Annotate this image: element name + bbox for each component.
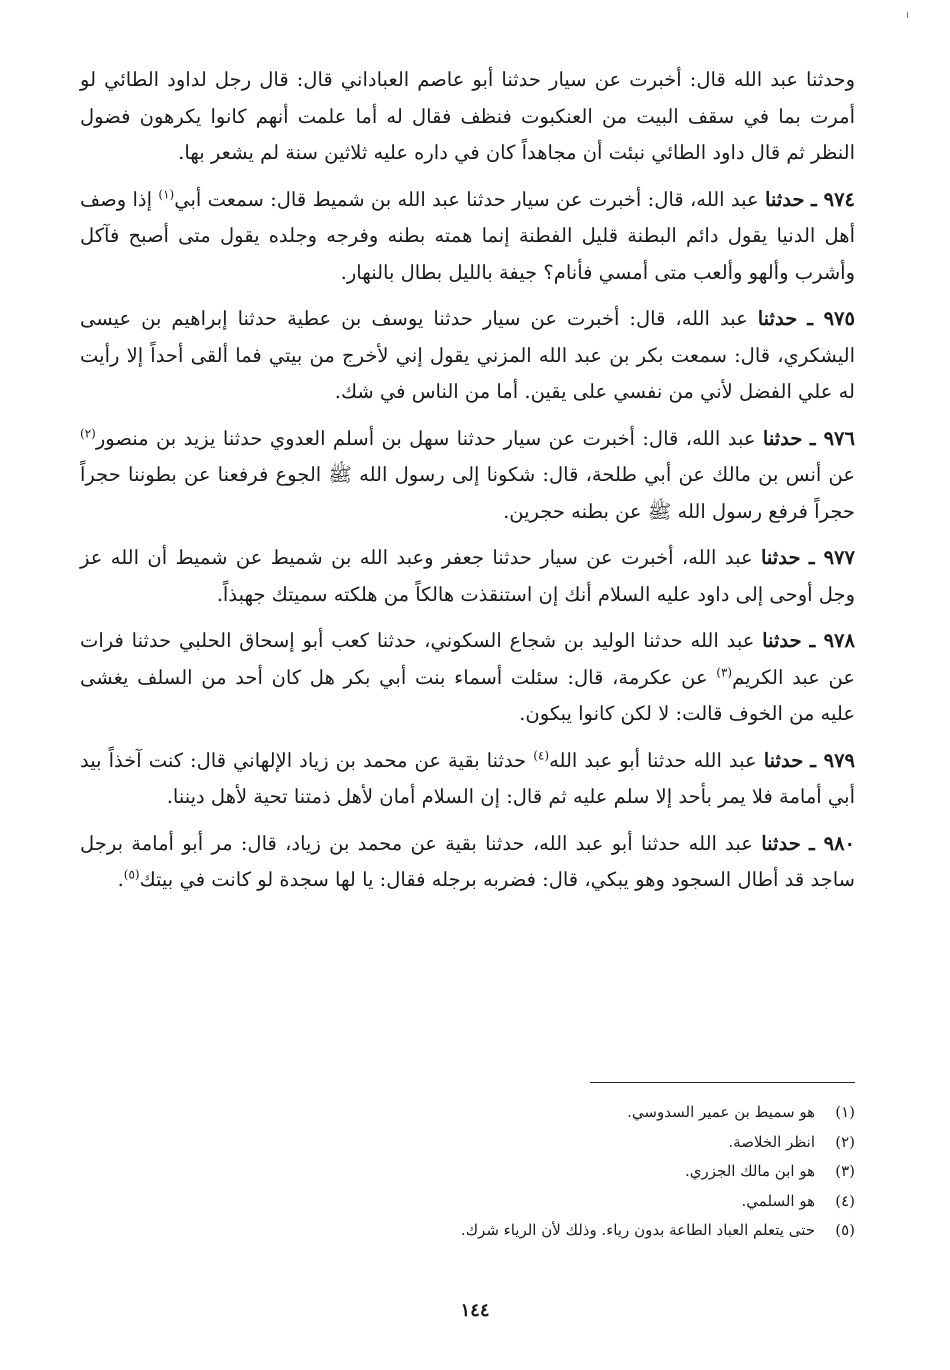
footnote-item [80,1187,855,1217]
hadith-number: ٩٧٧ ـ [808,546,855,569]
paragraph-text: عبد الله حدثنا أبو عبد الله [549,748,757,772]
paragraph-text: وحدثنا عبد الله قال: أخبرت عن سيار حدثنا أبو عاصم العباداني قال: قال رجل لداود الطائي لو أمرت بما في سقف البيت من العنكبوت فنظف فقال له أما علمت أنهم كانوا يكرهون فضول النظر ثم قال داود الطائي نبئت أن مجاهداً كان في داره عليه ثلاثين سنة لم يشعر بها. [80,68,855,164]
footnote-mark: (١) [835,1103,855,1121]
footnote-item [80,1128,855,1158]
footnote-mark: (٢) [835,1132,855,1151]
footnote-mark: (٣) [835,1162,855,1180]
hadith-lead-word: حدثنا [762,629,802,652]
paragraph-text: عبد الله، أخبرت عن سيار حدثنا جعفر وعبد الله بن شميط عن شميط أن الله عز وجل أوحى إلى داود عليه السلام أنك إن استنقذت هالكاً من هلكته سميتك جهبذاً. [80,546,855,606]
footnote-text: هو السلمي. [741,1191,815,1210]
hadith-lead-word: حدثنا [757,307,798,330]
page-body [80,62,855,909]
hadith-lead-word: حدثنا [765,187,805,211]
paragraph-text-cont: عن عكرمة، قال: سئلت أسماء بنت أبي بكر هل كان أحد من السلف يغشى عليه من الخوف قالت: لا لكن كانوا يبكون. [80,665,855,725]
footnote-divider [590,1082,855,1083]
hadith-number: ٩٨٠ ـ [809,831,856,855]
footnote-text: هو ابن مالك الجزري. [685,1162,815,1180]
hadith-lead-word: حدثنا [761,831,801,855]
hadith-lead-word: حدثنا [762,426,803,450]
paragraph-intro [80,62,855,172]
paragraph-text: عبد الله حدثنا أبو عبد الله، حدثنا بقية عن محمد بن زياد، قال: مر أبو أمامة برجل ساجد قد أطال السجود وهو يبكي، قال: فضربه برجله فقال: يا لها سجدة لو كانت في بيتك [80,831,855,891]
paragraph-text-cont: إذا وصف أهل الدنيا يقول دائم البطنة قليل الفطنة إنما همته بطنه وفرجه وجلده يقول متى أصبح فآكل وأشرب وألهو وألعب متى أمسي فأنام؟ جيفة بالليل بطال بالنهار. [80,187,855,284]
hadith-number: ٩٧٦ ـ [809,426,855,450]
paragraph-979 [80,743,855,816]
footnote-item [80,1216,855,1246]
footnotes [80,1098,855,1246]
paragraph-text: عبد الله، قال: أخبرت عن سيار حدثنا يوسف بن عطية حدثنا إبراهيم بن عيسى اليشكري، قال: سمعت بكر بن عبد الله المزني يقول إني لأخرج من بيتي فما ألقى أحداً إلا رأيت له علي الفضل لأني من نفسي على يقين. أما من الناس في شك. [80,307,855,403]
paragraph-text: عبد الله، قال: أخبرت عن سيار حدثنا عبد الله بن شميط قال: سمعت أبي [174,187,759,211]
paragraph-text-cont: حدثنا بقية عن محمد بن زياد الإلهاني قال: كنت آخذاً بيد أبي أمامة فلا يمر بأحد إلا سلم عليه ثم قال: إن السلام أمان لأهل ذمتنا تحية لأهل ديننا. [80,748,855,808]
paragraph-980 [80,826,855,899]
paragraph-text: عبد الله حدثنا الوليد بن شجاع السكوني، حدثنا كعب أبو إسحاق الحلبي حدثنا فرات عن عبد الكريم [80,629,855,689]
footnote-text: انظر الخلاصة. [728,1132,815,1151]
footnote-mark: (٤) [835,1191,855,1210]
footnote-item [80,1157,855,1187]
footnote-ref[interactable]: (٤) [533,748,550,762]
scan-edge-mark [907,12,908,18]
paragraph-text-cont: . [117,868,124,891]
footnote-ref[interactable]: (٥) [123,867,140,882]
footnote-ref[interactable]: (٣) [716,665,733,679]
footnote-text: هو سميط بن عمير السدوسي. [627,1103,815,1121]
hadith-lead-word: حدثنا [760,546,801,569]
page-number: ١٤٤ [460,1300,490,1321]
paragraph-978 [80,623,855,733]
paragraph-text-cont: عن أنس بن مالك عن أبي طلحة، قال: شكونا إلى رسول الله ﷺ الجوع فرفعنا عن بطوننا حجراً حجراً فرفع رسول الله ﷺ عن بطنه حجرين. [80,463,855,523]
footnote-ref[interactable]: (٢) [80,426,96,440]
hadith-number: ٩٧٨ ـ [809,629,855,652]
paragraph-text: عبد الله، قال: أخبرت عن سيار حدثنا سهل بن أسلم العدوي حدثنا يزيد بن منصور [95,426,756,450]
footnote-mark: (٥) [835,1221,855,1239]
footnote-text: حتى يتعلم العباد الطاعة بدون رياء. وذلك لأن الرياء شرك. [460,1221,815,1239]
hadith-number: ٩٧٩ ـ [810,748,856,772]
hadith-lead-word: حدثنا [763,748,804,772]
hadith-number: ٩٧٥ ـ [807,307,855,330]
footnote-ref[interactable]: (١) [158,187,175,201]
paragraph-974 [80,182,855,292]
paragraph-977 [80,540,855,613]
paragraph-976 [80,421,855,531]
hadith-number: ٩٧٤ ـ [810,187,856,211]
footnote-item [80,1098,855,1128]
paragraph-975 [80,301,855,411]
